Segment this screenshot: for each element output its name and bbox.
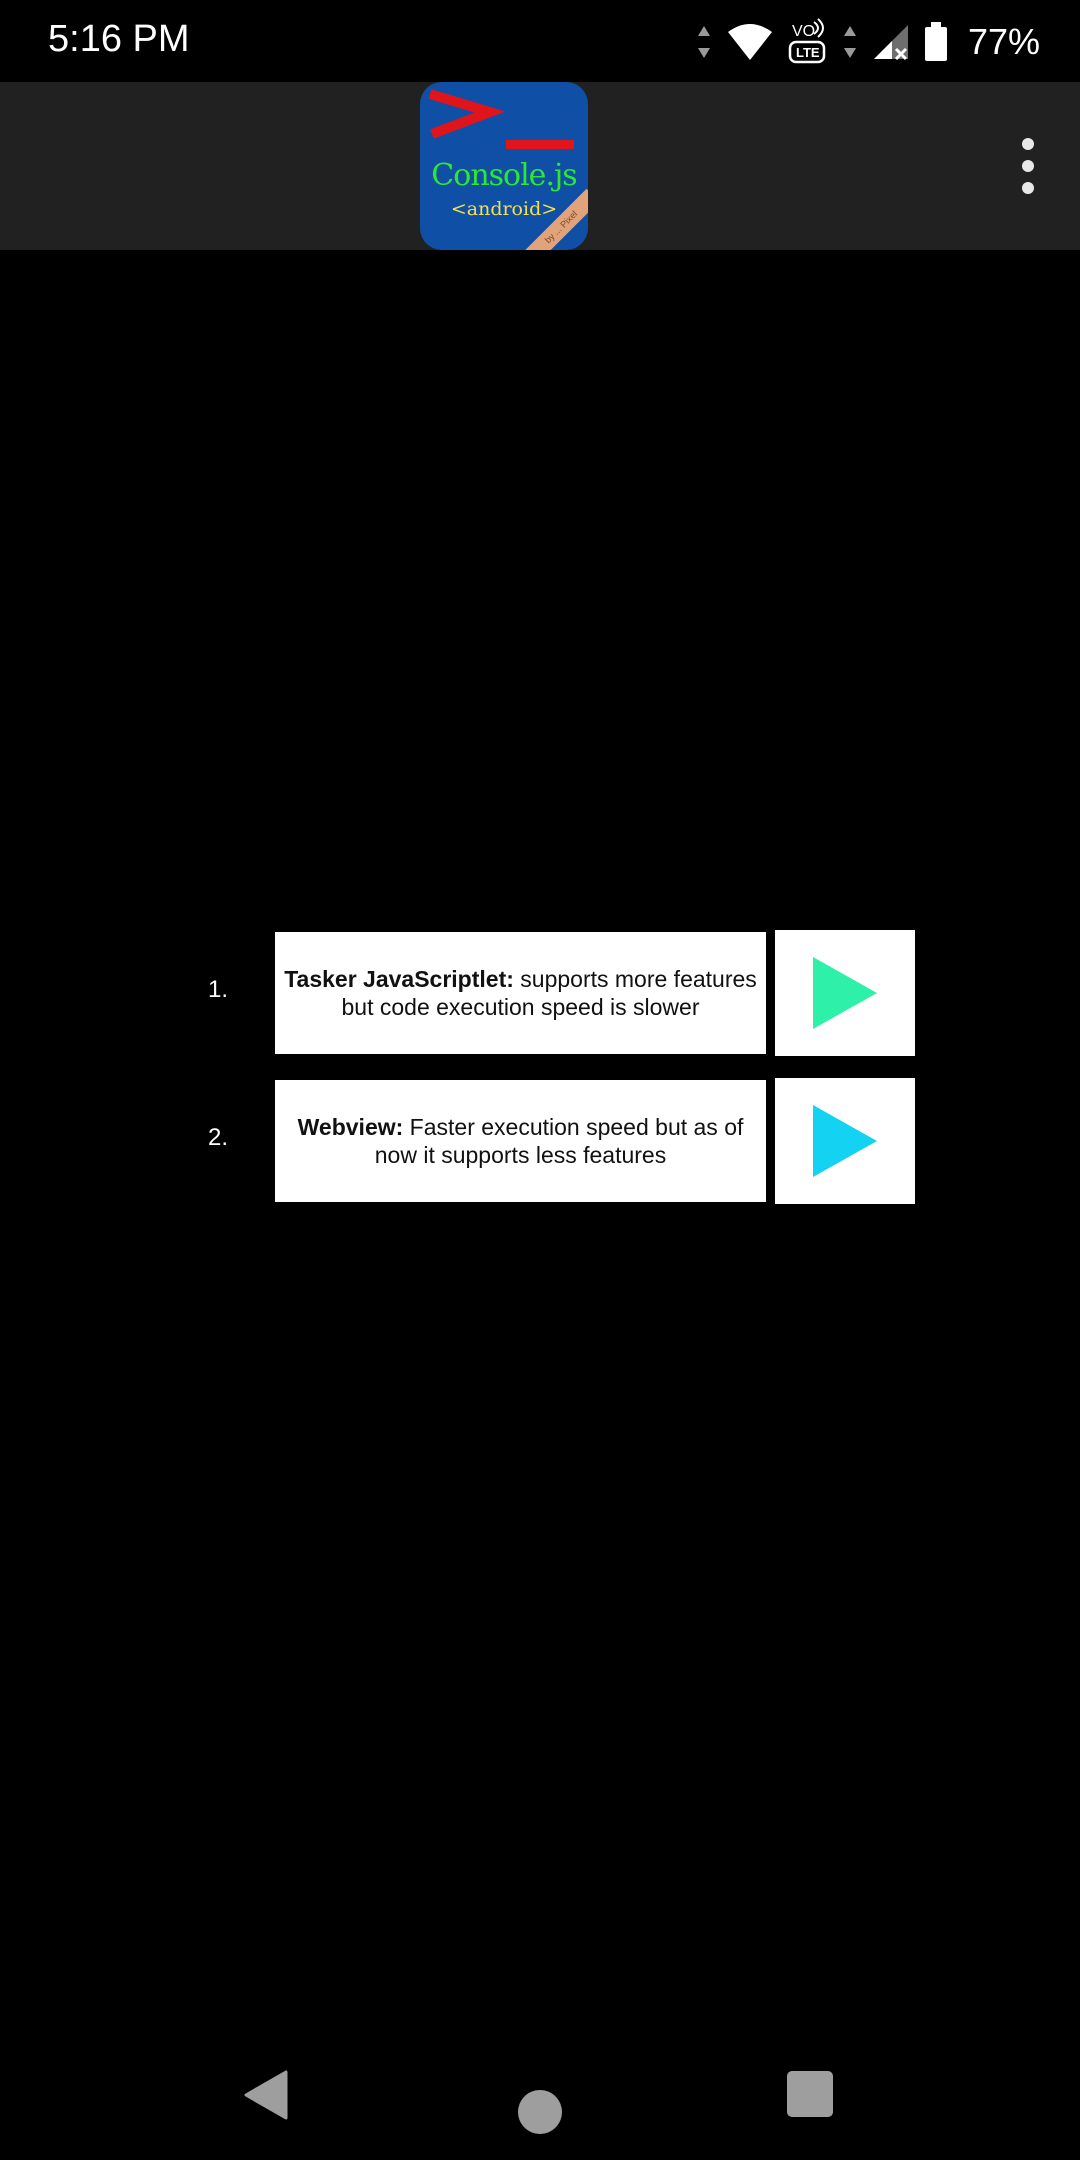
option-description-tasker — [275, 932, 766, 1054]
play-icon — [811, 1103, 879, 1179]
data-arrows-icon — [842, 24, 858, 60]
volte-icon — [788, 18, 828, 66]
wifi-icon — [726, 22, 774, 62]
status-time: 5:16 PM — [48, 18, 190, 60]
option-number: 1. — [208, 976, 229, 1003]
back-triangle-icon[interactable] — [244, 2070, 288, 2120]
home-circle-icon[interactable] — [518, 2090, 562, 2134]
prompt-icon — [420, 82, 588, 162]
lte-label: LTE — [795, 45, 820, 60]
play-icon — [811, 955, 879, 1031]
option-title: Tasker JavaScriptlet: — [284, 966, 514, 992]
recents-square-icon[interactable] — [787, 2071, 833, 2117]
option-title: Webview: — [297, 1114, 404, 1140]
logo-subtitle: <android> — [450, 198, 558, 220]
option-number: 2. — [208, 1124, 229, 1151]
navigation-bar — [0, 2040, 1080, 2160]
play-webview-button[interactable] — [775, 1078, 915, 1204]
option-text: supports more features but code execution speed is slower — [341, 966, 757, 1020]
play-tasker-button[interactable] — [775, 930, 915, 1056]
option-row-webview — [0, 1078, 1080, 1204]
option-description-webview — [275, 1080, 766, 1202]
logo-name: Console.js — [431, 158, 577, 193]
logo-ribbon: by ... Pixel — [523, 189, 588, 250]
more-vert-icon[interactable] — [1018, 138, 1038, 194]
battery-percentage: 77% — [967, 21, 1040, 62]
data-arrows-icon — [696, 24, 712, 60]
app-bar — [0, 82, 1080, 250]
option-row-tasker — [0, 930, 1080, 1056]
status-icons — [696, 14, 1040, 70]
cell-signal-icon — [872, 23, 910, 61]
option-text: Faster execution speed but as of now it supports less features — [374, 1114, 744, 1168]
status-bar — [0, 0, 1080, 82]
app-logo — [420, 82, 588, 250]
volte-label: VO — [791, 23, 816, 40]
battery-icon — [924, 22, 948, 62]
